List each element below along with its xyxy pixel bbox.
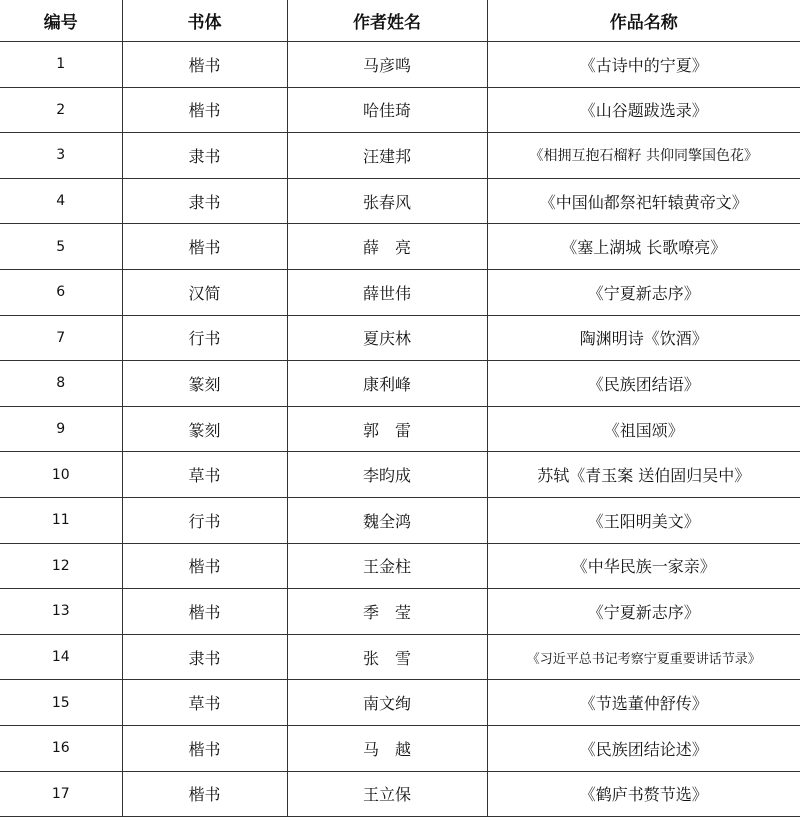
cell-style: 篆刻 xyxy=(122,361,287,407)
cell-author: 汪建邦 xyxy=(287,133,487,179)
cell-work: 《宁夏新志序》 xyxy=(487,589,800,635)
cell-no: 12 xyxy=(0,543,122,589)
table-row xyxy=(0,361,800,407)
table-row xyxy=(0,269,800,315)
cell-work: 《中华民族一家亲》 xyxy=(487,543,800,589)
cell-author: 王立保 xyxy=(287,771,487,817)
cell-no: 1 xyxy=(0,42,122,88)
cell-style: 楷书 xyxy=(122,42,287,88)
header-no: 编号 xyxy=(0,0,122,42)
cell-style: 楷书 xyxy=(122,725,287,771)
cell-style: 行书 xyxy=(122,497,287,543)
header-author: 作者姓名 xyxy=(287,0,487,42)
table-row xyxy=(0,224,800,270)
cell-style: 楷书 xyxy=(122,771,287,817)
cell-author: 张春风 xyxy=(287,178,487,224)
cell-work: 苏轼《青玉案 送伯固归吴中》 xyxy=(487,452,800,498)
cell-author: 薛世伟 xyxy=(287,269,487,315)
cell-style: 楷书 xyxy=(122,87,287,133)
cell-work: 《祖国颂》 xyxy=(487,406,800,452)
cell-author: 马 越 xyxy=(287,725,487,771)
cell-author: 夏庆林 xyxy=(287,315,487,361)
table-row xyxy=(0,725,800,771)
cell-work: 《民族团结语》 xyxy=(487,361,800,407)
cell-author: 哈佳琦 xyxy=(287,87,487,133)
cell-style: 篆刻 xyxy=(122,406,287,452)
table-row xyxy=(0,543,800,589)
cell-work: 《古诗中的宁夏》 xyxy=(487,42,800,88)
cell-author: 李昀成 xyxy=(287,452,487,498)
cell-author: 薛 亮 xyxy=(287,224,487,270)
table-row xyxy=(0,42,800,88)
cell-style: 隶书 xyxy=(122,178,287,224)
cell-author: 张 雪 xyxy=(287,634,487,680)
cell-style: 楷书 xyxy=(122,589,287,635)
cell-no: 15 xyxy=(0,680,122,726)
cell-no: 13 xyxy=(0,589,122,635)
cell-no: 8 xyxy=(0,361,122,407)
cell-work: 《节选董仲舒传》 xyxy=(487,680,800,726)
cell-style: 草书 xyxy=(122,452,287,498)
cell-style: 楷书 xyxy=(122,543,287,589)
cell-work: 《塞上湖城 长歌嘹亮》 xyxy=(487,224,800,270)
cell-no: 5 xyxy=(0,224,122,270)
table-row xyxy=(0,133,800,179)
table-row xyxy=(0,315,800,361)
cell-author: 魏全鸿 xyxy=(287,497,487,543)
cell-style: 汉简 xyxy=(122,269,287,315)
cell-no: 17 xyxy=(0,771,122,817)
cell-no: 16 xyxy=(0,725,122,771)
cell-work: 《中国仙都祭祀轩辕黄帝文》 xyxy=(487,178,800,224)
cell-no: 11 xyxy=(0,497,122,543)
table-row xyxy=(0,178,800,224)
cell-no: 14 xyxy=(0,634,122,680)
cell-style: 草书 xyxy=(122,680,287,726)
table-row xyxy=(0,771,800,817)
table-row xyxy=(0,406,800,452)
header-style: 书体 xyxy=(122,0,287,42)
cell-author: 马彦鸣 xyxy=(287,42,487,88)
cell-style: 行书 xyxy=(122,315,287,361)
table-row xyxy=(0,452,800,498)
cell-style: 楷书 xyxy=(122,224,287,270)
cell-no: 10 xyxy=(0,452,122,498)
cell-work: 《山谷题跋选录》 xyxy=(487,87,800,133)
cell-author: 南文绚 xyxy=(287,680,487,726)
cell-author: 郭 雷 xyxy=(287,406,487,452)
cell-work: 《习近平总书记考察宁夏重要讲话节录》 xyxy=(487,634,800,680)
cell-work: 《王阳明美文》 xyxy=(487,497,800,543)
table-row xyxy=(0,87,800,133)
table-row xyxy=(0,634,800,680)
cell-work: 《鹤庐书赘节选》 xyxy=(487,771,800,817)
cell-author: 季 莹 xyxy=(287,589,487,635)
cell-author: 王金柱 xyxy=(287,543,487,589)
table-row xyxy=(0,589,800,635)
cell-style: 隶书 xyxy=(122,634,287,680)
cell-work: 陶渊明诗《饮酒》 xyxy=(487,315,800,361)
cell-no: 7 xyxy=(0,315,122,361)
cell-no: 6 xyxy=(0,269,122,315)
cell-author: 康利峰 xyxy=(287,361,487,407)
table-row xyxy=(0,680,800,726)
cell-no: 9 xyxy=(0,406,122,452)
cell-style: 隶书 xyxy=(122,133,287,179)
cell-no: 2 xyxy=(0,87,122,133)
cell-no: 4 xyxy=(0,178,122,224)
cell-work: 《宁夏新志序》 xyxy=(487,269,800,315)
header-work: 作品名称 xyxy=(487,0,800,42)
table-header-row xyxy=(0,0,800,42)
cell-work: 《相拥互抱石榴籽 共仰同擎国色花》 xyxy=(487,133,800,179)
table-row xyxy=(0,497,800,543)
cell-no: 3 xyxy=(0,133,122,179)
cell-work: 《民族团结论述》 xyxy=(487,725,800,771)
